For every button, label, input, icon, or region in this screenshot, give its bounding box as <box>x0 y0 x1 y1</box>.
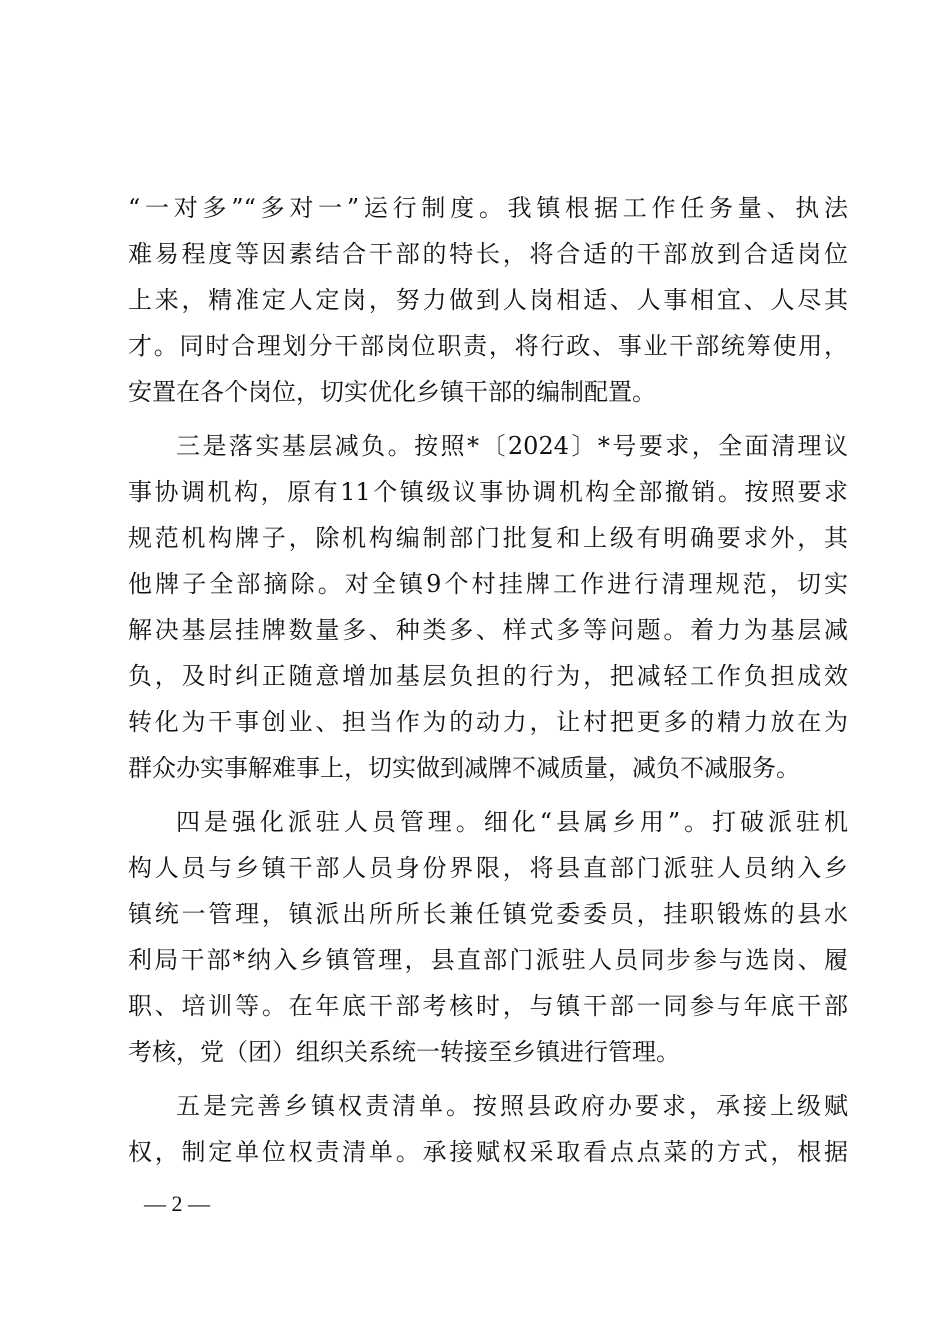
text-line: 负，及时纠正随意增加基层负担的行为，把减轻工作负担成效 <box>128 662 848 690</box>
text-line: 才。同时合理划分干部岗位职责，将行政、事业干部统筹使用， <box>128 332 848 360</box>
text-line: “一对多”“多对一”运行制度。我镇根据工作任务量、执法 <box>128 194 848 222</box>
text-line: 规范机构牌子，除机构编制部门批复和上级有明确要求外，其 <box>128 524 848 552</box>
paragraph-reduce-burden <box>128 423 848 791</box>
paragraph-continuation <box>128 185 848 415</box>
text-line: 事协调机构，原有11个镇级议事协调机构全部撤销。按照要求 <box>128 478 848 506</box>
page-number: — 2 — <box>144 1191 210 1216</box>
text-line: 四是强化派驻人员管理。细化“县属乡用”。打破派驻机 <box>176 808 848 836</box>
paragraph-responsibility-list <box>128 1083 848 1175</box>
text-line: 上来，精准定人定岗，努力做到人岗相适、人事相宜、人尽其 <box>128 286 848 314</box>
text-line: 三是落实基层减负。按照*〔2024〕*号要求，全面清理议 <box>176 432 848 460</box>
text-line: 利局干部*纳入乡镇管理，县直部门派驻人员同步参与选岗、履 <box>128 946 848 974</box>
paragraph-gap <box>128 791 848 799</box>
text-line: 五是完善乡镇权责清单。按照县政府办要求，承接上级赋 <box>176 1092 848 1120</box>
text-line: 考核，党（团）组织关系统一转接至乡镇进行管理。 <box>128 1038 680 1066</box>
text-line: 权，制定单位权责清单。承接赋权采取看点点菜的方式，根据 <box>128 1138 848 1166</box>
text-line: 难易程度等因素结合干部的特长，将合适的干部放到合适岗位 <box>128 240 848 268</box>
body-text <box>128 185 848 1175</box>
paragraph-dispatched-staff <box>128 799 848 1075</box>
paragraph-gap <box>128 415 848 423</box>
text-line: 镇统一管理，镇派出所所长兼任镇党委委员，挂职锻炼的县水 <box>128 900 848 928</box>
text-line: 转化为干事创业、担当作为的动力，让村把更多的精力放在为 <box>128 708 848 736</box>
text-line: 解决基层挂牌数量多、种类多、样式多等问题。着力为基层减 <box>128 616 848 644</box>
text-line: 群众办实事解难事上，切实做到减牌不减质量，减负不减服务。 <box>128 754 800 782</box>
text-line: 他牌子全部摘除。对全镇9个村挂牌工作进行清理规范，切实 <box>128 570 848 598</box>
text-line: 安置在各个岗位，切实优化乡镇干部的编制配置。 <box>128 378 656 406</box>
text-line: 职、培训等。在年底干部考核时，与镇干部一同参与年底干部 <box>128 992 848 1020</box>
paragraph-gap <box>128 1075 848 1083</box>
text-line: 构人员与乡镇干部人员身份界限，将县直部门派驻人员纳入乡 <box>128 854 848 882</box>
